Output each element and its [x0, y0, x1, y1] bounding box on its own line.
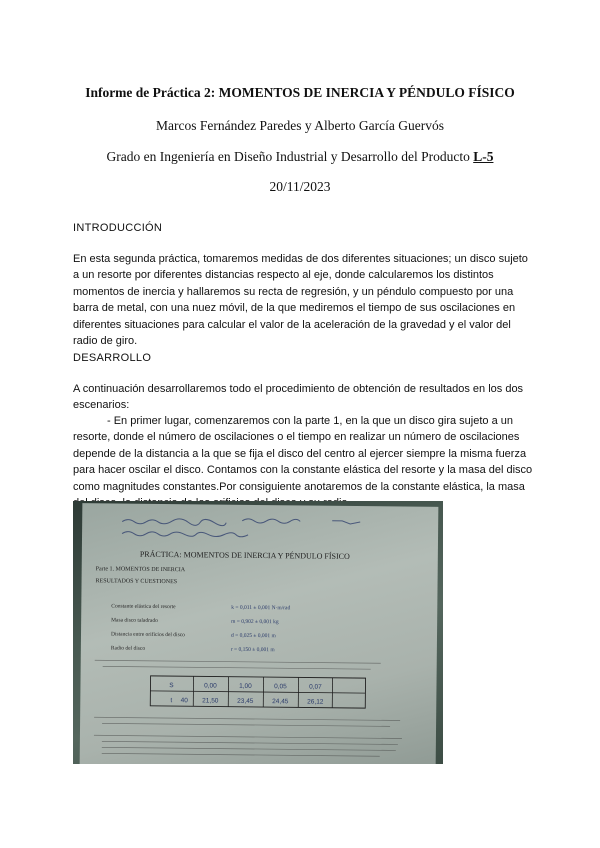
table-cell: 1,00 — [239, 682, 252, 690]
sheet-row-value: r = 0,150 ± 0,001 m — [230, 646, 275, 654]
table-cell: 0,05 — [274, 683, 287, 691]
sheet-row-label: Constante elástica del resorte — [111, 603, 176, 611]
intro-paragraph: En esta segunda práctica, tomaremos medidas de dos diferentes situaciones; un disco sujeto a un resorte por diferentes distancias respecto al eje, donde calcularemos los distintos momentos de inercia y hallaremos su recta de regresión, y un péndulo compuesto por una barra de metal, con una nuez móvil, de la que mediremos el tiempo de sus oscilaciones en diferentes situaciones para calcular el valor de la aceleración de la gravedad y el valor del radio de giro. — [73, 253, 528, 348]
table-cell: 0,07 — [309, 683, 322, 691]
sheet-row-label: Radio del disco — [110, 645, 146, 652]
report-date: 20/11/2023 — [269, 179, 331, 194]
sheet-results-table — [150, 676, 365, 708]
sheet-results-label: RESULTADOS Y CUESTIONES — [95, 578, 178, 586]
sheet-row-value: k = 0,011 ± 0,001 N·m/rad — [231, 604, 291, 612]
group-label: L-5 — [473, 149, 494, 164]
sheet-rows — [111, 603, 291, 653]
handwriting-header — [122, 518, 360, 538]
sheet-text-lines — [95, 660, 381, 669]
table-cell: 26,12 — [307, 698, 324, 706]
authors-line: Marcos Fernández Paredes y Alberto García Guervós — [156, 118, 444, 133]
lab-sheet-drawing — [80, 503, 439, 764]
lab-sheet-photo — [73, 501, 443, 764]
development-paragraph-1: A continuación desarrollaremos todo el procedimiento de obtención de resultados en los dos escenarios: — [73, 383, 524, 412]
table-cell: 21,50 — [202, 697, 219, 705]
degree-text: Grado en Ingeniería en Diseño Industrial y Desarrollo del Producto — [106, 149, 474, 164]
development-paragraph-2-text: - En primer lugar, comenzaremos con la parte 1, en la que un disco gira sujeto a un resorte, donde el número de oscilaciones o el tiempo en realizar un número de oscilaciones depende de la distancia a la que se fija el disco del centro al ejercer siempre la misma fuerza para hacer oscilar el disco. Contamos con la constante elástica del resorte y la masa del disco como magnitudes constantes.Por consiguiente anotaremos de la constante elástica, la masa — [73, 415, 533, 493]
sheet-lower-lines — [94, 717, 402, 756]
table-cell: S — [169, 682, 174, 690]
report-title: Informe de Práctica 2: MOMENTOS DE INERCIA Y PÉNDULO FÍSICO — [85, 85, 515, 100]
sheet-row-value: d = 0,025 ± 0,001 m — [230, 632, 276, 640]
sheet-title: PRÁCTICA: MOMENTOS DE INERCIA Y PÉNDULO FÍSICO — [139, 549, 350, 561]
degree-line — [0, 149, 600, 165]
section-heading-development: DESARROLLO — [73, 352, 152, 364]
sheet-row-label: Distancia entre orificios del disco — [110, 631, 185, 639]
sheet-row-value: m = 0,902 ± 0,001 kg — [231, 618, 279, 626]
sheet-row-label: Masa disco taladrado — [111, 617, 158, 624]
lab-sheet-paper — [80, 503, 439, 764]
table-cell: t — [170, 697, 173, 705]
table-cell: 0,00 — [204, 682, 217, 690]
development-paragraph-2 — [73, 413, 535, 511]
table-cell: 40 — [180, 697, 188, 705]
table-cell: 23,45 — [237, 697, 254, 705]
section-heading-intro: INTRODUCCIÓN — [73, 222, 163, 234]
table-cell: 24,45 — [272, 698, 289, 706]
sheet-part-label: Parte 1. MOMENTOS DE INERCIA — [95, 566, 186, 574]
